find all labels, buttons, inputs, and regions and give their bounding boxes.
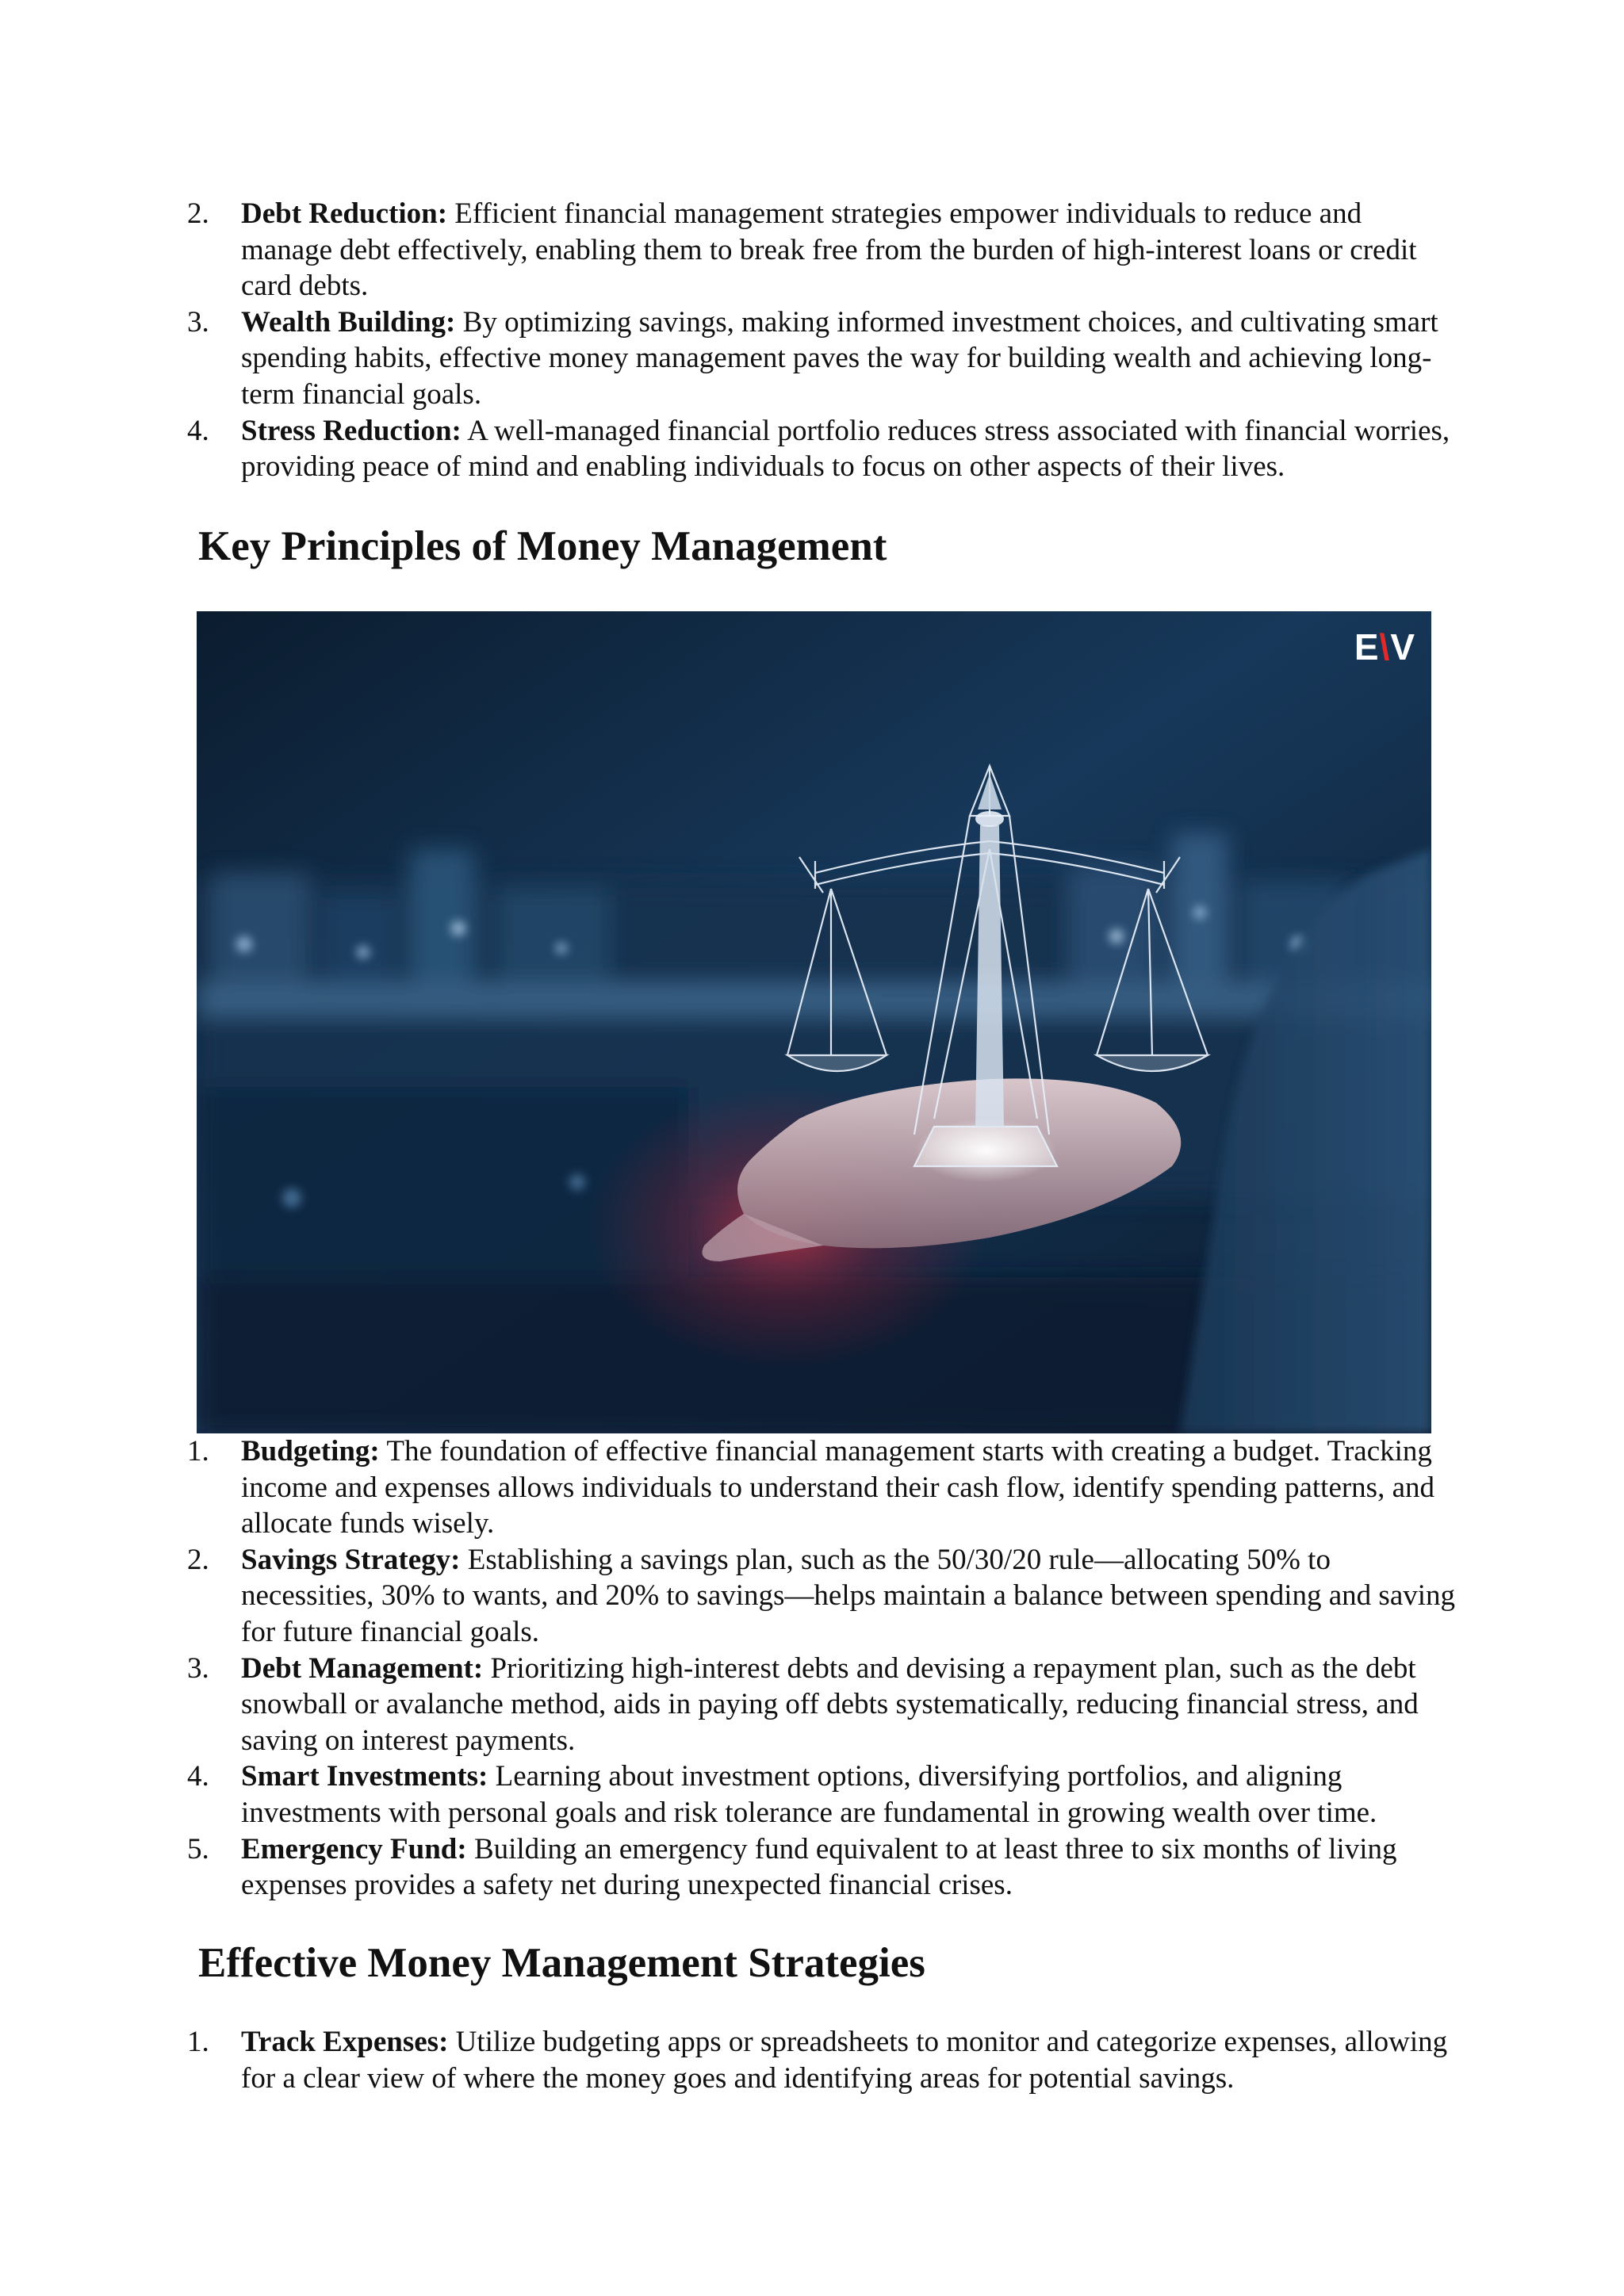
section-heading-strategies: Effective Money Management Strategies [198, 1940, 925, 1986]
list-item-title: Debt Management: [241, 1651, 484, 1685]
list-number: 1. [187, 2026, 209, 2058]
justice-scale-on-hand-icon [197, 611, 1431, 1433]
list-item-text: By optimizing savings, making informed investment choices, and cultivating smart spending habits, effective money management paves the way for building wealth and achieving long-term financial goals. [241, 305, 1438, 411]
list-item-title: Track Expenses: [241, 2026, 449, 2058]
list-item-text: The foundation of effective financial management starts with creating a budget. Tracking income and expenses allows individuals to understand their cash flow, identify spending patterns, and allocate funds wisely. [241, 1435, 1435, 1540]
hero-image [197, 611, 1431, 1433]
brand-logo: E\V [1354, 626, 1415, 668]
list-number: 2. [187, 197, 209, 230]
list-number: 5. [187, 1832, 209, 1866]
list-item-title: Debt Reduction: [241, 197, 448, 230]
list-item [187, 1758, 1456, 1831]
list-item-title: Savings Strategy: [241, 1543, 461, 1576]
list-item-title: Emergency Fund: [241, 1832, 467, 1866]
list-item [187, 304, 1456, 413]
list-item-text: Learning about investment options, diversifying portfolios, and aligning investments with personal goals and risk tolerance are fundamental in growing wealth over time. [241, 1760, 1377, 1829]
list-number: 4. [187, 1760, 209, 1793]
list-item [187, 1433, 1456, 1542]
list-item-text: Efficient financial management strategies empower individuals to reduce and manage debt effectively, enabling them to break free from the burden of high-interest loans or credit card debts. [241, 197, 1417, 303]
list-item-title: Stress Reduction: [241, 414, 462, 447]
list-item-title: Smart Investments: [241, 1760, 488, 1793]
list-item [187, 413, 1456, 485]
list-number: 3. [187, 305, 209, 339]
section-heading-principles: Key Principles of Money Management [198, 523, 887, 569]
list-item [187, 1831, 1456, 1904]
list-item-text: Prioritizing high-interest debts and devising a repayment plan, such as the debt snowball or avalanche method, aids in paying off debts systematically, reducing financial stress, and saving on interest payments. [241, 1651, 1419, 1757]
principles-list [187, 1433, 1456, 1904]
list-item-text: A well-managed financial portfolio reduces stress associated with financial worries, providing peace of mind and enabling individuals to focus on other aspects of their lives. [241, 414, 1450, 484]
list-item [187, 1651, 1456, 1759]
list-item-text: Establishing a savings plan, such as the 50/30/20 rule—allocating 50% to necessities, 30% to wants, and 20% to savings—helps maintain a balance between spending and saving for future financial goals. [241, 1543, 1456, 1648]
list-item-title: Wealth Building: [241, 305, 456, 339]
list-item [187, 196, 1456, 304]
list-item [187, 2024, 1456, 2096]
list-number: 2. [187, 1543, 209, 1576]
list-number: 3. [187, 1651, 209, 1685]
list-item-text: Building an emergency fund equivalent to at least three to six months of living expenses provides a safety net during unexpected financial crises. [241, 1832, 1397, 1902]
list-number: 4. [187, 414, 209, 447]
list-item-title: Budgeting: [241, 1435, 380, 1468]
list-item-text: Utilize budgeting apps or spreadsheets to monitor and categorize expenses, allowing for a clear view of where the money goes and identifying areas for potential savings. [241, 2026, 1448, 2095]
list-item [187, 1542, 1456, 1651]
list-number: 1. [187, 1435, 209, 1468]
strategies-list [187, 2024, 1456, 2096]
benefits-list [187, 196, 1456, 485]
